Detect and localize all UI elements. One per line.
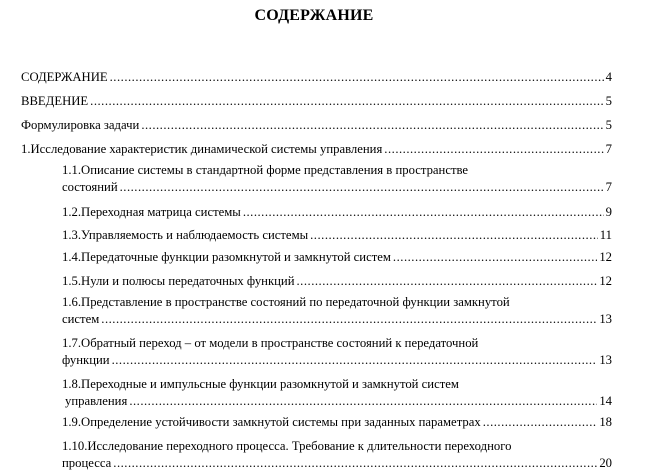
page-title: СОДЕРЖАНИЕ [254,7,374,24]
dot-leader [129,393,597,410]
toc-entry [62,273,612,290]
toc-entry-title-line2: систем [62,312,100,326]
toc-page-number: 12 [599,250,612,264]
toc-entry-title-line2: управления [65,394,128,408]
toc-entry [62,376,612,410]
toc-entry [21,69,612,86]
toc-entry [21,117,612,134]
toc-entry [62,294,612,328]
toc-entry-title-line1: 1.1.Описание системы в стандартной форме представления в пространстве [62,163,469,177]
toc-entry [62,438,612,472]
toc-entry [21,141,612,158]
toc-entry-title: СОДЕРЖАНИЕ [21,70,108,84]
dot-leader [120,179,604,196]
toc-entry [62,227,612,244]
dot-leader [90,93,604,110]
dot-leader [110,69,604,86]
toc-entry [62,249,612,266]
toc-entry-title-line1: 1.8.Переходные и импульсные функции разомкнутой и замкнутой систем [62,377,459,391]
toc-page-number: 13 [599,353,612,367]
dot-leader [112,352,598,369]
toc-entry-title: 1.5.Нули и полюсы передаточных функций [62,274,295,288]
toc-entry-title-line1: 1.10.Исследование переходного процесса. Требование к длительности переходного [62,439,512,453]
dot-leader [141,117,603,134]
dot-leader [384,141,603,158]
toc-page-number: 13 [599,312,612,326]
dot-leader [113,455,597,472]
toc-page-number: 18 [599,415,612,429]
toc-entry-title: ВВЕДЕНИЕ [21,94,89,108]
toc-page-number: 11 [599,228,612,242]
toc-entry-title: 1.3.Управляемость и наблюдаемость системы [62,228,309,242]
dot-leader [243,204,604,221]
toc-page-number: 7 [605,180,612,194]
toc-entry-title-line1: 1.7.Обратный переход – от модели в пространстве состояний к передаточной [62,336,479,350]
toc-page-number: 4 [605,70,612,84]
toc-entry [62,162,612,196]
toc-entry [21,93,612,110]
toc-entry [62,414,612,431]
toc-page-number: 7 [605,142,612,156]
toc-entry-title-line2: процесса [62,456,112,470]
toc-entry-title: 1.4.Передаточные функции разомкнутой и замкнутой систем [62,250,391,264]
toc-page-number: 14 [599,394,612,408]
toc-entry [62,204,612,221]
toc-entry-title: 1.Исследование характеристик динамической системы управления [21,142,383,156]
dot-leader [101,311,597,328]
toc-page-number: 20 [599,456,612,470]
toc-entry-title-line2: функции [62,353,110,367]
dot-leader [483,414,598,431]
dot-leader [310,227,598,244]
toc-entry-title-line1: 1.6.Представление в пространстве состояний по передаточной функции замкнутой [62,295,510,309]
toc-entry-title: 1.2.Переходная матрица системы [62,205,241,219]
dot-leader [297,273,598,290]
toc-entry-title: Формулировка задачи [21,118,140,132]
dot-leader [393,249,597,266]
toc-page-number: 5 [605,94,612,108]
toc-page-number: 12 [599,274,612,288]
toc-page-number: 9 [605,205,612,219]
toc-entry-title-line2: состояний [62,180,118,194]
toc-entry [62,335,612,369]
toc-page-number: 5 [605,118,612,132]
toc-entry-title: 1.9.Определение устойчивости замкнутой системы при заданных параметрах [62,415,481,429]
